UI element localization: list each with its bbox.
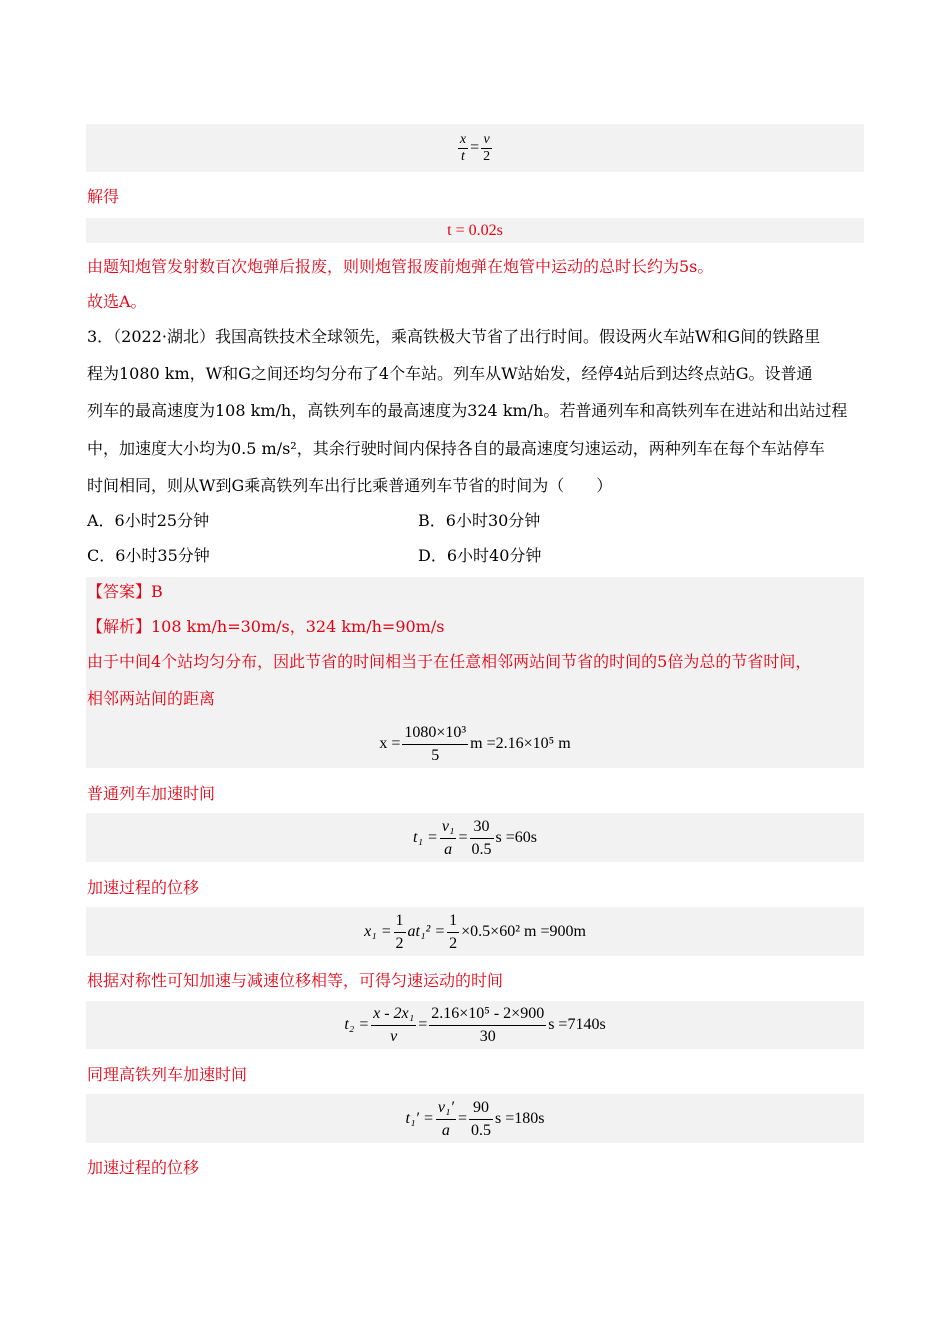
analysis-line: 【解析】108 km/h=30m/s，324 km/h=90m/s xyxy=(87,617,445,636)
equation-t2: t₂ = $\frac{\text{x - 2x₁}}{v}$ = $\frac{\text{2.16×10⁵ - 2×900}}{30}$ s =7140s xyxy=(86,1001,864,1049)
eq2-den1: a xyxy=(444,840,453,858)
equation-block-x1 xyxy=(86,907,864,956)
eq-top-two: 2 xyxy=(483,148,491,164)
eq2-num1: v₁ xyxy=(441,817,455,835)
choose-a-line: 故选A。 xyxy=(87,292,147,311)
eq3-num1: 1 xyxy=(394,910,406,933)
question-line-3: 列车的最高速度为108 km/h，高铁列车的最高速度为324 km/h。若普通列车和高铁列车在进站和出站过程 xyxy=(87,401,848,420)
conclusion-paragraph: 由题知炮管发射数百次炮弹后报废，则则炮管报废前炮弹在炮管中运动的总时长约为5s。 xyxy=(87,257,714,276)
eq2-rhs: s =60s xyxy=(495,829,537,846)
question-line-5: 时间相同，则从W到G乘高铁列车出行比乘普通列车节省的时间为（ ） xyxy=(87,476,613,495)
label-uniform-time: 根据对称性可知加速与减速位移相等，可得匀速运动的时间 xyxy=(87,971,504,990)
eq2-den2: 0.5 xyxy=(471,840,492,858)
equation-t-result: t = 0.02s xyxy=(447,222,503,239)
eq3-den2: 2 xyxy=(449,934,458,952)
option-b: B．6小时30分钟 xyxy=(418,511,541,530)
eq5-den2: 0.5 xyxy=(471,1121,492,1139)
eq3-num2: 1 xyxy=(447,910,459,933)
analysis-paragraph-1a: 由于中间4个站均匀分布，因此节省的时间相当于在任意相邻两站间节省的时间的5倍为总的节省时间， xyxy=(87,652,812,671)
eq2-lhs: t₁ = xyxy=(413,829,438,846)
equation-t1-prime: t₁′ = $\frac{\text{v₁′}}{a}$ = $\frac{90}{0.5}$ s =180s xyxy=(86,1094,864,1143)
text-jiede: 解得 xyxy=(87,187,120,206)
equation-x1 xyxy=(86,907,864,956)
eq-top-t: t xyxy=(461,148,465,164)
equation-block-t xyxy=(86,218,864,243)
equation-x-over-t: $\frac{x}{t}$ = $\frac{v}{2}$ xyxy=(459,131,491,164)
label-accel-displacement: 加速过程的位移 xyxy=(87,878,200,897)
eq5-rhs: s =180s xyxy=(495,1110,545,1127)
label-hsr-accel-displacement: 加速过程的位移 xyxy=(87,1158,200,1177)
eq3-rhs: ×0.5×60² m =900m xyxy=(461,923,586,940)
eq1-den: 5 xyxy=(431,746,440,764)
eq1-num: 1080×10³ xyxy=(402,722,468,745)
label-normal-accel-time: 普通列车加速时间 xyxy=(87,784,216,803)
eq4-den2: 30 xyxy=(479,1027,496,1045)
analysis-paragraph-1b: 相邻两站间的距离 xyxy=(87,689,216,708)
eq5-lhs: t₁′ = xyxy=(405,1110,434,1127)
question-line-1: 3．（2022·湖北）我国高铁技术全球领先，乘高铁极大节省了出行时间。假设两火车站W和G间的铁路里 xyxy=(87,327,821,346)
equation-block-t1-prime xyxy=(86,1094,864,1143)
eq4-den1: v xyxy=(390,1027,398,1045)
answer-line: 【答案】B xyxy=(87,582,163,601)
eq4-rhs: s =7140s xyxy=(548,1016,606,1033)
eq5-num1: v₁′ xyxy=(437,1098,454,1116)
option-a: A．6小时25分钟 xyxy=(87,511,210,530)
eq3-lhs: x₁ = xyxy=(364,923,392,940)
eq5-num2: 90 xyxy=(469,1097,493,1120)
question-line-2: 程为1080 km，W和G之间还均匀分布了4个车站。列车从W站始发，经停4站后到达终点站G。设普通 xyxy=(87,364,813,383)
option-c: C．6小时35分钟 xyxy=(87,546,210,565)
eq4-num1: x - 2x₁ xyxy=(373,1004,415,1022)
eq3-den1: 2 xyxy=(395,934,404,952)
equation-block-t2 xyxy=(86,1001,864,1049)
eq5-den1: a xyxy=(441,1121,450,1139)
eq1-rhs: m =2.16×10⁵ m xyxy=(470,735,571,752)
eq-top-v: v xyxy=(483,131,490,147)
eq4-num2: 2.16×10⁵ - 2×900 xyxy=(429,1003,546,1026)
eq1-lhs: x = xyxy=(379,735,401,752)
option-d: D．6小时40分钟 xyxy=(418,546,542,565)
eq4-lhs: t₂ = xyxy=(344,1016,370,1033)
equation-block-t1 xyxy=(86,813,864,862)
equation-t1: t₁ = $\frac{\text{v₁}}{a}$ = $\frac{30}{0.5}$ s =60s xyxy=(86,813,864,862)
eq3-mid: at₁² = xyxy=(407,923,446,940)
label-hsr-accel-time: 同理高铁列车加速时间 xyxy=(87,1065,248,1084)
question-line-4: 中，加速度大小均为0.5 m/s²，其余行驶时间内保持各自的最高速度匀速运动，两种列车在每个车站停车 xyxy=(87,439,825,458)
equation-block-top xyxy=(86,124,864,172)
equation-x-distance xyxy=(86,720,864,768)
eq2-num2: 30 xyxy=(470,816,494,839)
eq-top-x: x xyxy=(459,131,467,147)
